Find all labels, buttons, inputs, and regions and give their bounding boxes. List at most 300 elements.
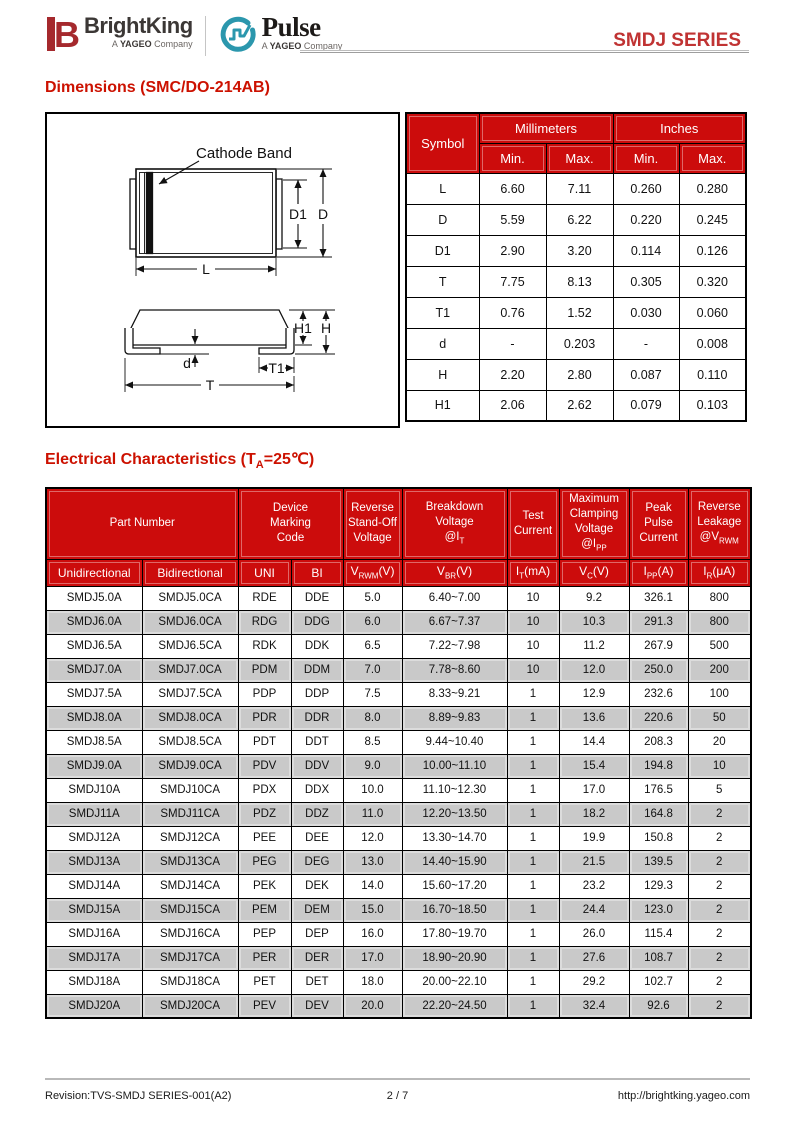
table-row [46,970,751,994]
electrical-table-wrap [45,487,752,1019]
cell: 7.5 [343,682,402,706]
subcol-bidirectional: Bidirectional [142,559,238,586]
cell: 0.126 [679,235,746,266]
cell: SMDJ10A [46,778,142,802]
cell: 9.0 [343,754,402,778]
cell: RDG [238,610,291,634]
cell: 267.9 [629,634,688,658]
cell: 3.20 [546,235,613,266]
cathode-band [147,173,153,254]
dimensions-section-title: Dimensions (SMC/DO-214AB) [45,79,270,96]
cell: SMDJ7.5A [46,682,142,706]
cell: 102.7 [629,970,688,994]
table-row [46,802,751,826]
footer-page-number: 2 / 7 [386,1090,409,1102]
cell: 1 [507,946,559,970]
package-side-view [131,310,288,345]
cell: SMDJ11CA [142,802,238,826]
cell: PEV [238,994,291,1018]
cell: 0.260 [613,173,679,204]
top-view-right-lead [276,179,282,249]
cell: 0.087 [613,359,679,390]
table-row [46,898,751,922]
cell: 9.2 [559,586,629,610]
table-row [46,874,751,898]
cell: SMDJ6.5CA [142,634,238,658]
cell: 200 [688,658,751,682]
cell: 12.0 [559,658,629,682]
brightking-logo-icon [45,14,81,59]
cell: DEE [291,826,343,850]
cell: 12.20~13.50 [402,802,507,826]
cell: T [406,266,479,297]
cell: 800 [688,586,751,610]
brightking-logo [45,14,193,59]
cell: SMDJ15CA [142,898,238,922]
cell: PEP [238,922,291,946]
cell: DEK [291,874,343,898]
cell: 14.4 [559,730,629,754]
subcol-it: $I_T(mA)$ [507,559,559,586]
table-row [406,173,746,204]
cell: 139.5 [629,850,688,874]
cell: SMDJ8.0A [46,706,142,730]
cathode-band-label: Cathode Band [196,145,292,162]
cell: DDZ [291,802,343,826]
cell: 6.60 [479,173,546,204]
cell: 100 [688,682,751,706]
cell: 10.00~11.10 [402,754,507,778]
cell: 250.0 [629,658,688,682]
col-device-marking-code: Device Marking Code [238,488,343,559]
dim-label-l: L [202,261,210,277]
dims-col-mm-min: Min. [479,143,546,173]
cell: 1 [507,754,559,778]
pulse-logo-icon [218,14,258,59]
cell: 123.0 [629,898,688,922]
page-header [45,14,749,66]
cell: 23.2 [559,874,629,898]
subcol-ir: $I_R(\mu A)$ [688,559,751,586]
cell: PEG [238,850,291,874]
cell: 20.0 [343,994,402,1018]
cell: SMDJ16A [46,922,142,946]
cell: SMDJ6.0A [46,610,142,634]
cell: 20.00~22.10 [402,970,507,994]
cell: 8.33~9.21 [402,682,507,706]
cell: H1 [406,390,479,421]
table-row [406,328,746,359]
cell: 8.0 [343,706,402,730]
cell: SMDJ20CA [142,994,238,1018]
cell: 0.220 [613,204,679,235]
cell: 2.20 [479,359,546,390]
cell: 20 [688,730,751,754]
cell: 92.6 [629,994,688,1018]
cell: 12.9 [559,682,629,706]
cell: DDR [291,706,343,730]
cell: 1 [507,778,559,802]
cell: 0.114 [613,235,679,266]
cell: SMDJ9.0CA [142,754,238,778]
cell: 2 [688,802,751,826]
cell: 18.90~20.90 [402,946,507,970]
table-row [46,754,751,778]
cell: 18.0 [343,970,402,994]
dims-col-in-min: Min. [613,143,679,173]
cell: 0.008 [679,328,746,359]
cell: PDX [238,778,291,802]
table-row [46,826,751,850]
cell: 6.22 [546,204,613,235]
dims-col-symbol: Symbol [406,113,479,173]
top-view-left-lead [130,179,136,249]
cell: 176.5 [629,778,688,802]
dim-label-t1: T1 [268,360,285,376]
cell: 22.20~24.50 [402,994,507,1018]
cell: SMDJ20A [46,994,142,1018]
cell: 164.8 [629,802,688,826]
cell: SMDJ7.0A [46,658,142,682]
cell: 24.4 [559,898,629,922]
cell: 7.22~7.98 [402,634,507,658]
cell: 10.3 [559,610,629,634]
cell: 1 [507,970,559,994]
cell: SMDJ13A [46,850,142,874]
series-title: SMDJ SERIES [613,30,741,51]
col-reverse-standoff-voltage: Reverse Stand-Off Voltage [343,488,402,559]
cell: 15.60~17.20 [402,874,507,898]
dim-label-d-top: D [317,206,329,222]
cell: 5.0 [343,586,402,610]
cell: SMDJ6.0CA [142,610,238,634]
cell: 6.0 [343,610,402,634]
svg-text:B: B [54,14,80,54]
cell: 208.3 [629,730,688,754]
package-diagram-svg [47,114,398,426]
cell: 0.305 [613,266,679,297]
cell: DET [291,970,343,994]
cell: 26.0 [559,922,629,946]
cell: 6.67~7.37 [402,610,507,634]
subcol-vc: $V_C(V)$ [559,559,629,586]
cell: SMDJ11A [46,802,142,826]
package-diagram [45,112,400,428]
cell: SMDJ16CA [142,922,238,946]
cell: 0.320 [679,266,746,297]
cell: PER [238,946,291,970]
cell: 8.5 [343,730,402,754]
cell: 13.0 [343,850,402,874]
cell: 1.52 [546,297,613,328]
cell: 1 [507,730,559,754]
cell: 1 [507,898,559,922]
cell: PEM [238,898,291,922]
col-part-number: Part Number [46,488,238,559]
cell: DER [291,946,343,970]
col-peak-pulse-current: Peak Pulse Current [629,488,688,559]
cell: 0.110 [679,359,746,390]
cell: PDV [238,754,291,778]
cell: 232.6 [629,682,688,706]
table-row [46,586,751,610]
cell: SMDJ14A [46,874,142,898]
cell: 10 [507,586,559,610]
cell: 10 [507,658,559,682]
table-row [46,850,751,874]
cell: 8.13 [546,266,613,297]
cell: D [406,204,479,235]
cell: 6.40~7.00 [402,586,507,610]
cell: 2.62 [546,390,613,421]
footer-revision: Revision:TVS-SMDJ SERIES-001(A2) [45,1090,232,1102]
cell: 27.6 [559,946,629,970]
table-row [406,266,746,297]
dimensions-table [405,112,747,422]
cell: 17.0 [343,946,402,970]
table-row [46,994,751,1018]
cell: 8.89~9.83 [402,706,507,730]
table-row [46,922,751,946]
table-row [46,682,751,706]
cell: D1 [406,235,479,266]
cell: PDZ [238,802,291,826]
footer-divider [45,1078,750,1080]
cell: 2.90 [479,235,546,266]
cell: 0.060 [679,297,746,328]
electrical-section-title: Electrical Characteristics $(T_A=25℃)$ [45,451,315,472]
cell: RDK [238,634,291,658]
dims-col-millimeters: Millimeters [479,113,613,143]
cell: T1 [406,297,479,328]
subcol-unidirectional: Unidirectional [46,559,142,586]
cell: 129.3 [629,874,688,898]
cell: PDT [238,730,291,754]
dim-label-t: T [205,377,215,393]
cell: 17.80~19.70 [402,922,507,946]
cell: 7.75 [479,266,546,297]
cell: DDV [291,754,343,778]
cell: 16.0 [343,922,402,946]
cell: 10 [688,754,751,778]
cell: SMDJ9.0A [46,754,142,778]
cell: 32.4 [559,994,629,1018]
cell: 2 [688,922,751,946]
cell: 500 [688,634,751,658]
cell: 21.5 [559,850,629,874]
cell: 17.0 [559,778,629,802]
cell: DDX [291,778,343,802]
cell: PDM [238,658,291,682]
cell: PDP [238,682,291,706]
col-max-clamping-voltage: Maximum Clamping Voltage $@I_{PP}$ [559,488,629,559]
cell: SMDJ6.5A [46,634,142,658]
cell: 10 [507,610,559,634]
footer-url-link[interactable]: http://brightking.yageo.com [617,1090,750,1102]
col-breakdown-voltage: Breakdown Voltage $@I_T$ [402,488,507,559]
brightking-name: BrightKing [84,13,193,38]
cell: - [613,328,679,359]
cell: - [479,328,546,359]
cell: 7.11 [546,173,613,204]
cell: 6.5 [343,634,402,658]
cell: 115.4 [629,922,688,946]
logo-divider [205,16,206,56]
cell: DEV [291,994,343,1018]
cell: 220.6 [629,706,688,730]
header-divider [300,50,749,53]
cell: SMDJ8.0CA [142,706,238,730]
cell: 5.59 [479,204,546,235]
cell: SMDJ18CA [142,970,238,994]
cell: 14.0 [343,874,402,898]
cell: 0.079 [613,390,679,421]
table-row [406,297,746,328]
table-row [406,390,746,421]
cell: SMDJ8.5CA [142,730,238,754]
table-row [406,359,746,390]
cell: DDM [291,658,343,682]
cell: 15.4 [559,754,629,778]
cell: 2 [688,898,751,922]
cell: 1 [507,826,559,850]
dim-label-h1: H1 [294,320,312,336]
cell: PDR [238,706,291,730]
cell: 2.80 [546,359,613,390]
col-test-current: Test Current [507,488,559,559]
cell: SMDJ18A [46,970,142,994]
cell: 50 [688,706,751,730]
cell: SMDJ15A [46,898,142,922]
cell: 1 [507,682,559,706]
cell: DDP [291,682,343,706]
cell: 1 [507,802,559,826]
cell: 2 [688,994,751,1018]
dims-col-inches: Inches [613,113,746,143]
subcol-bi: BI [291,559,343,586]
table-row [46,658,751,682]
cell: H [406,359,479,390]
table-row [406,235,746,266]
cell: 5 [688,778,751,802]
cell: 1 [507,922,559,946]
cell: 2.06 [479,390,546,421]
cell: 291.3 [629,610,688,634]
cell: 2 [688,874,751,898]
cell: SMDJ14CA [142,874,238,898]
pulse-text [262,14,343,51]
table-row [46,610,751,634]
cell: 800 [688,610,751,634]
dims-col-in-max: Max. [679,143,746,173]
dimensions-table-wrap [405,112,747,422]
cell: DDK [291,634,343,658]
cell: SMDJ12A [46,826,142,850]
cell: 12.0 [343,826,402,850]
subcol-vbr: $V_{BR}(V)$ [402,559,507,586]
cell: 0.030 [613,297,679,328]
cell: 0.76 [479,297,546,328]
cell: 108.7 [629,946,688,970]
cell: PEK [238,874,291,898]
dim-label-h: H [320,320,332,336]
cell: PEE [238,826,291,850]
subcol-uni: UNI [238,559,291,586]
cell: DDG [291,610,343,634]
brightking-text [84,14,193,49]
cell: 1 [507,874,559,898]
cell: SMDJ5.0A [46,586,142,610]
cell: SMDJ7.5CA [142,682,238,706]
cell: 0.245 [679,204,746,235]
cell: SMDJ7.0CA [142,658,238,682]
col-reverse-leakage: Reverse Leakage $@V_{RWM}$ [688,488,751,559]
cell: PET [238,970,291,994]
cell: DEG [291,850,343,874]
cell: 13.6 [559,706,629,730]
table-row [46,706,751,730]
cell: 2 [688,826,751,850]
cell: 11.10~12.30 [402,778,507,802]
cell: 0.280 [679,173,746,204]
cell: 18.2 [559,802,629,826]
cell: SMDJ8.5A [46,730,142,754]
cell: 2 [688,850,751,874]
cell: 2 [688,970,751,994]
cell: 150.8 [629,826,688,850]
electrical-table [45,487,752,1019]
cell: DDT [291,730,343,754]
cell: 194.8 [629,754,688,778]
dimensions-table-body [406,173,746,421]
pulse-tagline: A YAGEO Company [261,41,343,51]
cell: 1 [507,850,559,874]
dims-col-mm-max: Max. [546,143,613,173]
cell: 1 [507,994,559,1018]
table-row [46,730,751,754]
cell: 14.40~15.90 [402,850,507,874]
cell: 9.44~10.40 [402,730,507,754]
cell: 16.70~18.50 [402,898,507,922]
cell: SMDJ12CA [142,826,238,850]
dim-label-d1-top: D1 [289,206,307,222]
brightking-tagline: A YAGEO Company [111,39,193,49]
table-row [406,204,746,235]
cell: 7.78~8.60 [402,658,507,682]
cell: SMDJ13CA [142,850,238,874]
table-row [46,946,751,970]
cell: L [406,173,479,204]
page-footer [45,1090,750,1102]
electrical-table-body [46,586,751,1018]
cell: d [406,328,479,359]
subcol-vrwm: $V_{RWM}(V)$ [343,559,402,586]
cell: 13.30~14.70 [402,826,507,850]
cell: DEM [291,898,343,922]
cell: DEP [291,922,343,946]
cell: DDE [291,586,343,610]
cell: 1 [507,706,559,730]
cell: 7.0 [343,658,402,682]
cell: 326.1 [629,586,688,610]
cell: 19.9 [559,826,629,850]
cell: 2 [688,946,751,970]
cell: SMDJ17A [46,946,142,970]
cell: 0.203 [546,328,613,359]
cell: SMDJ10CA [142,778,238,802]
cell: SMDJ17CA [142,946,238,970]
cell: 11.0 [343,802,402,826]
